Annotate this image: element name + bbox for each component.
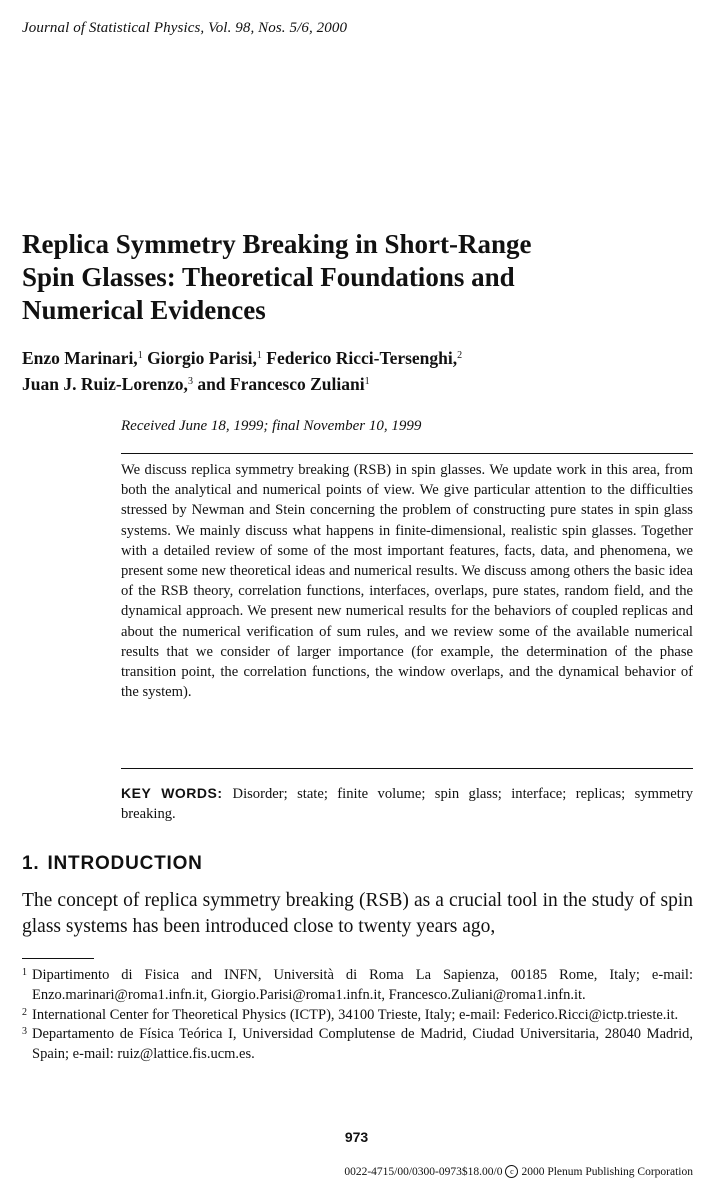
footnote xyxy=(22,1006,693,1026)
section-heading xyxy=(22,853,203,875)
title-line: Replica Symmetry Breaking in Short-Range xyxy=(22,229,532,259)
footnote-mark: 3 xyxy=(22,1026,27,1038)
title-line: Spin Glasses: Theoretical Foundations and xyxy=(22,262,515,292)
affiliation-mark: 1 xyxy=(256,350,262,361)
paper-title xyxy=(22,228,662,327)
footnote-text: Departamento de Física Teórica I, Universidad Complutense de Madrid, Ciudad Universitaria, 28040 Madrid, Spain; e-mail: ruiz@lattice.fis.ucm.es. xyxy=(32,1026,693,1063)
section-number: 1. xyxy=(22,853,40,874)
abstract-bottom-rule xyxy=(121,768,693,769)
author-line-1 xyxy=(22,345,682,371)
intro-paragraph: The concept of replica symmetry breaking (RSB) as a crucial tool in the study of spin glass systems has been introduced close to twenty years ago, xyxy=(22,890,693,937)
abstract-text: We discuss replica symmetry breaking (RSB) in spin glasses. We update work in this area, from both the analytical and numerical points of view. We give particular attention to the difficulties stressed by Newman and Stein concerning the problem of constructing pure states in spin glass systems. We mainly discuss what happens in finite-dimensional, realistic spin glasses. Together with a detailed review of some of the most important features, facts, data, and phenomena, we present some new theoretical ideas and numerical results. We discuss among others the basic idea of the RSB theory, correlation functions, interfaces, overlaps, pure states, random field, and the dynamical approach. We present new numerical results for the behaviors of coupled replicas and about the numerical verification of sum rules, and we review some of the available numerical results that we consider of larger importance (for example, the determination of the phase transition point, the correlation functions, the window overlaps, and the dynamical behavior of the system). xyxy=(121,462,693,701)
author-list xyxy=(22,345,682,397)
footnote-rule xyxy=(22,958,94,959)
affiliation-mark: 1 xyxy=(364,376,370,387)
footnote-mark: 1 xyxy=(22,967,27,978)
affiliation-mark: 3 xyxy=(187,376,193,387)
section-title: INTRODUCTION xyxy=(47,853,203,874)
copyright-icon: c xyxy=(505,1165,518,1178)
footnotes xyxy=(22,966,693,1065)
author-name: Enzo Marinari, xyxy=(22,348,138,368)
keywords-text: Disorder; state; finite volume; spin glass; interface; replicas; symmetry breaking. xyxy=(121,786,693,822)
received-dates: Received June 18, 1999; final November 10, 1999 xyxy=(121,418,422,434)
footnote xyxy=(22,966,693,1006)
affiliation-mark: 2 xyxy=(457,350,463,361)
author-line-2 xyxy=(22,371,682,397)
footnote-text: Dipartimento di Fisica and INFN, Università di Roma La Sapienza, 00185 Rome, Italy; e-mail: Enzo.marinari@roma1.infn.it, Giorgio.Parisi@roma1.infn.it, Francesco.Zuliani@roma1.infn.it. xyxy=(32,967,693,1003)
page-number: 973 xyxy=(344,1129,369,1145)
author-name: Federico Ricci-Tersenghi, xyxy=(266,348,458,368)
affiliation-mark: 1 xyxy=(137,350,143,361)
author-name: and Francesco Zuliani xyxy=(197,374,365,394)
author-name: Giorgio Parisi, xyxy=(147,348,257,368)
keywords-label: KEY WORDS: xyxy=(121,785,223,801)
abstract-top-rule xyxy=(121,453,693,454)
copyright-line xyxy=(344,1165,693,1178)
keywords xyxy=(121,783,693,824)
author-name: Juan J. Ruiz-Lorenzo, xyxy=(22,374,188,394)
journal-citation: Journal of Statistical Physics, Vol. 98, Nos. 5/6, 2000 xyxy=(22,20,348,36)
copyright-code: 0022-4715/00/0300-0973$18.00/0 xyxy=(344,1166,503,1178)
copyright-text: 2000 Plenum Publishing Corporation xyxy=(521,1166,693,1178)
footnote-text: International Center for Theoretical Physics (ICTP), 34100 Trieste, Italy; e-mail: Federico.Ricci@ictp.trieste.it. xyxy=(32,1006,679,1023)
title-line: Numerical Evidences xyxy=(22,295,266,325)
footnote xyxy=(22,1025,693,1065)
footnote-mark: 2 xyxy=(22,1006,27,1018)
